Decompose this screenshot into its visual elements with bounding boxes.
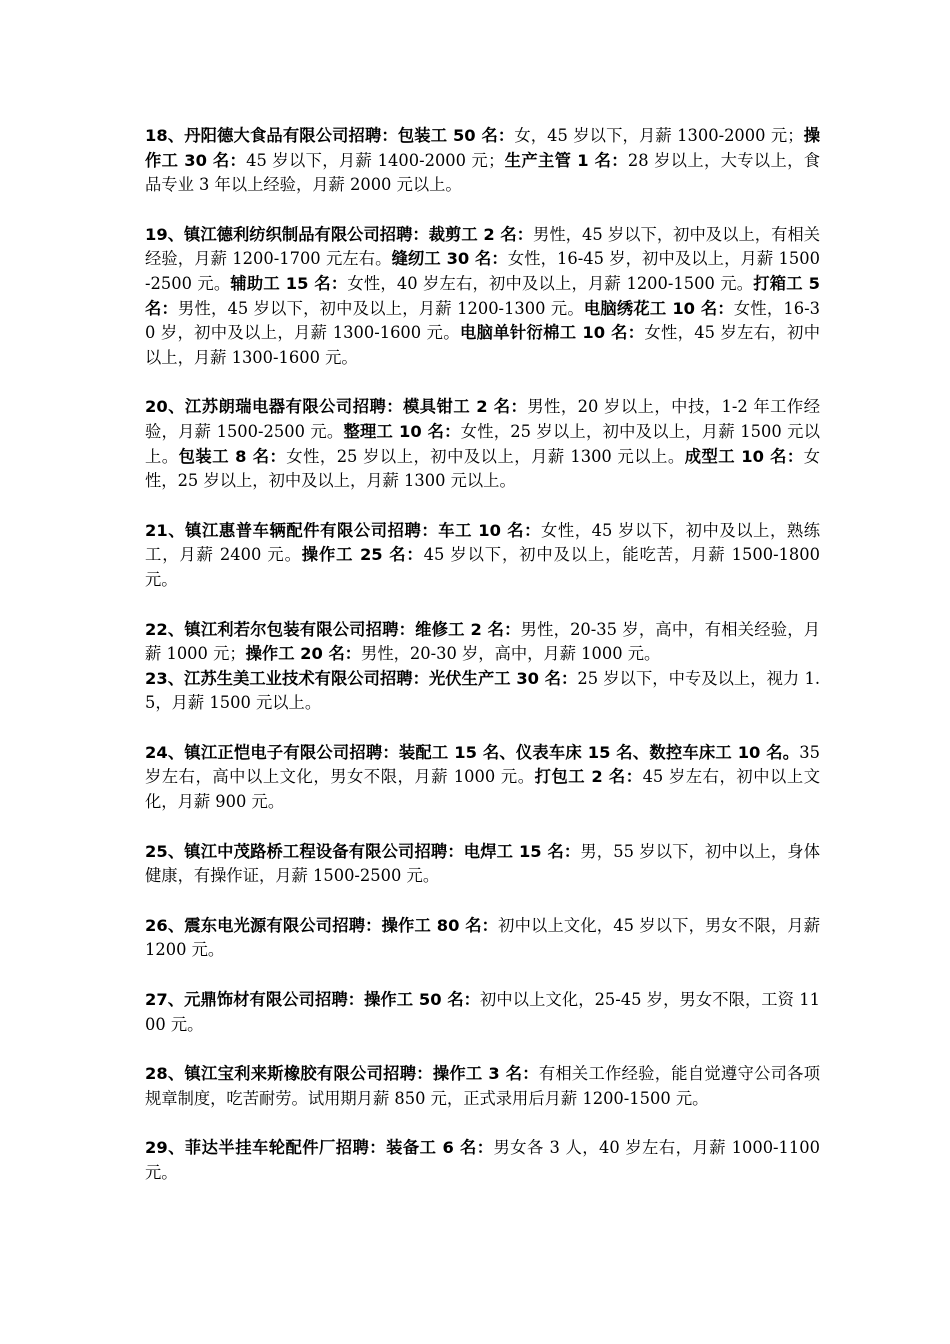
job-listing-28 — [145, 1062, 820, 1111]
listing-text: 女性，45 岁左右，初中以上，月薪 1300-1600 元。 — [145, 323, 820, 367]
listing-text: 35 岁左右，高中以上文化，男女不限，月薪 1000 元。 — [145, 742, 820, 787]
job-listing-22 — [145, 618, 820, 667]
listing-heading: 打箱工 5 名： — [145, 273, 820, 318]
job-listing-23 — [145, 667, 820, 716]
listing-text: 女性，25 岁以上，初中及以上，月薪 1300 元以上。 — [145, 446, 820, 491]
listing-heading: 19、镇江德利纺织制品有限公司招聘：裁剪工 2 名： — [145, 224, 534, 244]
job-listing-19 — [145, 223, 820, 371]
listing-text: 女，45 岁以下，月薪 1300-2000 元； — [514, 126, 804, 145]
listing-heading: 操作工 25 名： — [301, 545, 424, 565]
listing-heading: 生产主管 1 名： — [504, 150, 628, 170]
listing-heading: 20、江苏朗瑞电器有限公司招聘：模具钳工 2 名： — [145, 397, 528, 417]
listing-heading: 27、元鼎饰材有限公司招聘：操作工 50 名： — [145, 990, 481, 1010]
listing-text: 男性，45 岁以下，初中及以上，有相关经验，月薪 1200-1700 元左右。 — [145, 224, 820, 269]
listing-text: 有相关工作经验，能自觉遵守公司各项规章制度，吃苦耐劳。试用期月薪 850 元，正式录用后月薪 1200-1500 元。 — [145, 1064, 820, 1108]
job-listing-27 — [145, 988, 820, 1037]
listing-heading: 25、镇江中茂路桥工程设备有限公司招聘：电焊工 15 名： — [145, 841, 581, 861]
listing-text: 45 岁以下，初中及以上，能吃苦，月薪 1500-1800 元。 — [145, 545, 820, 589]
listing-text: 女性，45 岁以下，初中及以上，熟练工，月薪 2400 元。 — [145, 520, 820, 565]
listing-text: 女性，40 岁左右，初中及以上，月薪 1200-1500 元。 — [347, 273, 754, 293]
listing-heading: 打包工 2 名： — [534, 767, 643, 787]
job-listing-21 — [145, 519, 820, 593]
listing-heading: 18、丹阳德大食品有限公司招聘：包装工 50 名： — [145, 126, 515, 145]
listing-heading: 电脑绣花工 10 名： — [583, 298, 734, 318]
listing-heading: 辅助工 15 名： — [230, 273, 348, 293]
job-listing-29 — [145, 1136, 820, 1185]
listing-text: 女性，25 岁以上，初中及以上，月薪 1300 元以上。 — [286, 446, 685, 466]
listing-text: 45 岁以下，月薪 1400-2000 元； — [246, 150, 505, 170]
listing-heading: 整理工 10 名： — [343, 421, 461, 441]
listing-heading: 21、镇江惠普车辆配件有限公司招聘：车工 10 名： — [145, 520, 541, 540]
listing-heading: 29、菲达半挂车轮配件厂招聘：装备工 6 名： — [145, 1138, 494, 1158]
listing-heading: 包装工 8 名： — [178, 446, 287, 466]
listing-text: 男性，20 岁以上，中技，1-2 年工作经验，月薪 1500-2500 元。 — [145, 397, 820, 441]
listing-text: 男，55 岁以下，初中以上，身体健康，有操作证，月薪 1500-2500 元。 — [145, 841, 820, 886]
listing-text: 初中以上文化，25-45 岁，男女不限，工资 1100 元。 — [145, 990, 820, 1034]
listing-text: 男性，45 岁以下，初中及以上，月薪 1200-1300 元。 — [178, 298, 584, 318]
listing-heading: 缝纫工 30 名： — [391, 249, 508, 269]
document-page — [145, 124, 820, 1211]
listing-text: 45 岁左右，初中以上文化，月薪 900 元。 — [145, 767, 820, 812]
job-listing-20 — [145, 395, 820, 493]
listing-text: 女性，25 岁以上，初中及以上，月薪 1500 元以上。 — [145, 421, 820, 466]
job-listing-25 — [145, 840, 820, 889]
listing-heading: 24、镇江正恺电子有限公司招聘：装配工 15 名、仪表车床 15 名、数控车床工 10 名。 — [145, 742, 800, 762]
listing-text: 女性，16-30 岁，初中及以上，月薪 1300-1600 元。 — [145, 298, 820, 343]
listing-text: 25 岁以下，中专及以上，视力 1.5，月薪 1500 元以上。 — [145, 668, 820, 713]
listing-heading: 26、震东电光源有限公司招聘：操作工 80 名： — [145, 915, 499, 935]
listing-heading: 操作工 30 名： — [145, 126, 820, 170]
listing-text: 男女各 3 人，40 岁左右，月薪 1000-1100 元。 — [145, 1138, 820, 1182]
listing-text: 男性，20-30 岁，高中，月薪 1000 元。 — [361, 644, 661, 664]
listing-text: 28 岁以上，大专以上，食品专业 3 年以上经验，月薪 2000 元以上。 — [145, 150, 820, 195]
listing-text: 初中以上文化，45 岁以下，男女不限，月薪 1200 元。 — [145, 915, 820, 960]
listing-heading: 电脑单针衍棉工 10 名： — [459, 323, 645, 343]
job-listing-18 — [145, 124, 820, 198]
listing-heading: 成型工 10 名： — [684, 446, 804, 466]
listing-heading: 28、镇江宝利来斯橡胶有限公司招聘：操作工 3 名： — [145, 1064, 539, 1084]
job-listing-24 — [145, 741, 820, 815]
job-listing-26 — [145, 914, 820, 963]
listing-heading: 操作工 20 名： — [245, 644, 362, 664]
listing-text: 女性，16-45 岁，初中及以上，月薪 1500-2500 元。 — [145, 249, 820, 293]
listing-heading: 22、镇江利若尔包装有限公司招聘：维修工 2 名： — [145, 619, 521, 639]
listing-text: 男性，20-35 岁，高中，有相关经验，月薪 1000 元； — [145, 619, 820, 664]
listing-heading: 23、江苏生美工业技术有限公司招聘：光伏生产工 30 名： — [145, 668, 578, 688]
